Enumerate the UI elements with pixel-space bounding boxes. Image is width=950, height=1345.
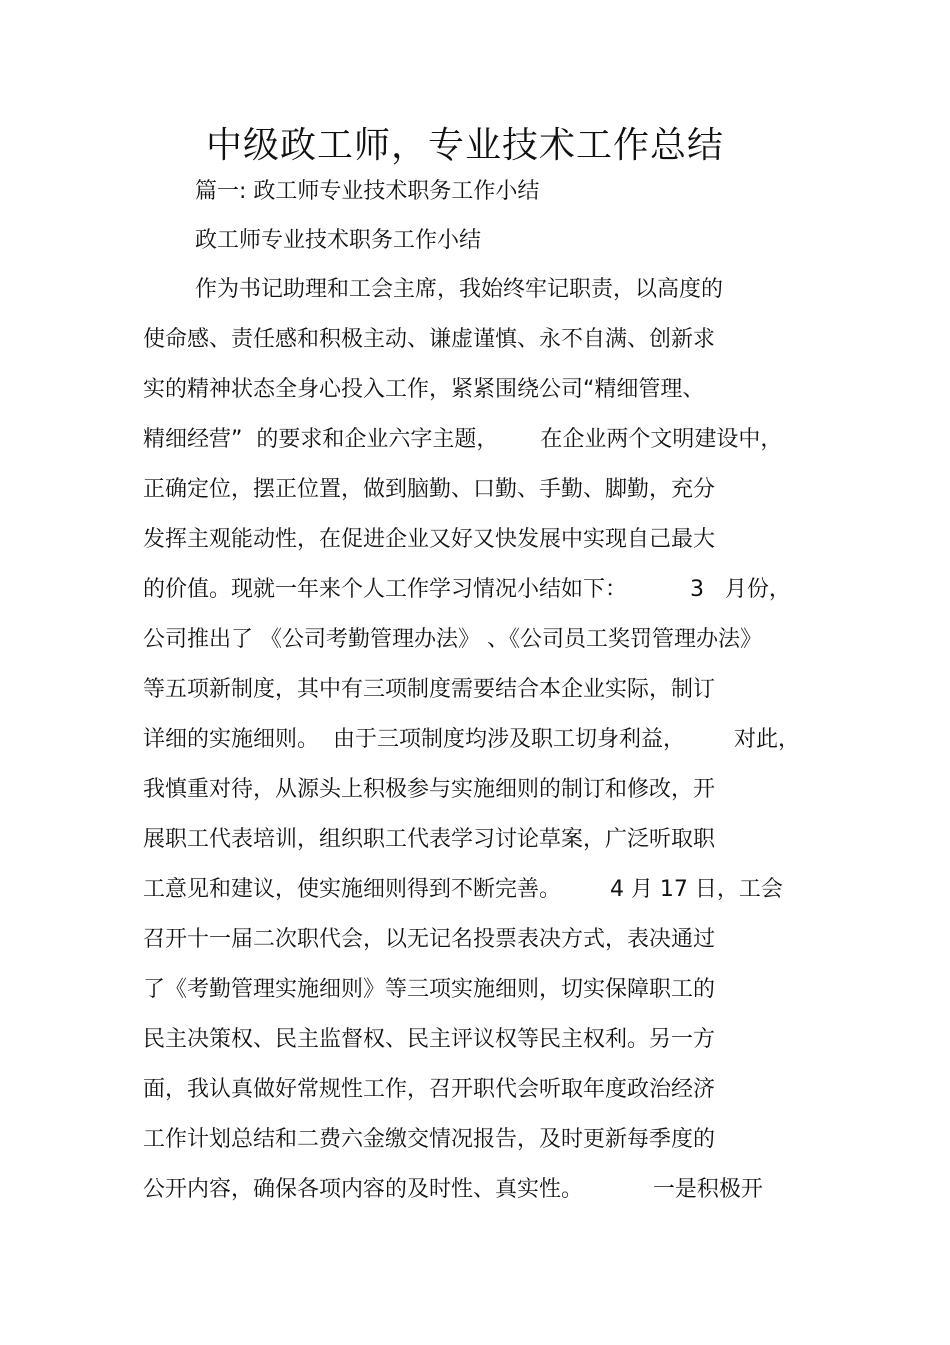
body-line: 展职工代表培训，组织职工代表学习讨论草案，广泛听取职: [143, 827, 716, 852]
body-line: 我慎重对待，从源头上积极参与实施细则的制订和修改，开: [143, 777, 716, 802]
body-line: 等五项新制度，其中有三项制度需要结合本企业实际，制订: [143, 677, 716, 702]
body-line: 公司推出了 《公司考勤管理办法》 、《公司员工奖罚管理办法》: [143, 627, 762, 652]
body-line: 详细的实施细则。 由于三项制度均涉及职工切身利益， 对此，: [143, 727, 800, 752]
body-line: 正确定位，摆正位置，做到脑勤、口勤、手勤、脚勤，充分: [143, 477, 716, 502]
body-line: 民主决策权、民主监督权、民主评议权等民主权利。另一方: [143, 1027, 716, 1052]
body-line: 精细经营” 的要求和企业六字主题， 在企业两个文明建设中，: [143, 427, 783, 452]
body-line: 召开十一届二次职代会，以无记名投票表决方式，表决通过: [143, 927, 716, 952]
document-subtitle: 篇一: 政工师专业技术职务工作小结: [195, 179, 540, 204]
body-line: 作为书记助理和工会主席，我始终牢记职责，以高度的: [195, 277, 724, 302]
body-line: 工作计划总结和二费六金缴交情况报告，及时更新每季度的: [143, 1127, 716, 1152]
document-title: 中级政工师，专业技术工作总结: [205, 125, 724, 166]
document-heading: 政工师专业技术职务工作小结: [195, 228, 482, 253]
body-line: 发挥主观能动性，在促进企业又好又快发展中实现自己最大: [143, 527, 716, 552]
body-line: 实的精神状态全身心投入工作，紧紧围绕公司“精细管理、: [143, 377, 705, 402]
body-line: 面，我认真做好常规性工作，召开职代会听取年度政治经济: [143, 1077, 716, 1102]
body-line: 使命感、责任感和积极主动、谦虚谨慎、永不自满、创新求: [143, 327, 716, 352]
body-line: 的价值。现就一年来个人工作学习情况小结如下： 3 月份，: [143, 577, 791, 602]
body-line: 工意见和建议，使实施细则得到不断完善。 4 月 17 日，工会: [143, 877, 783, 902]
body-line: 了《考勤管理实施细则》等三项实施细则，切实保障职工的: [143, 977, 716, 1002]
body-line: 公开内容，确保各项内容的及时性、真实性。 一是积极开: [143, 1177, 763, 1202]
